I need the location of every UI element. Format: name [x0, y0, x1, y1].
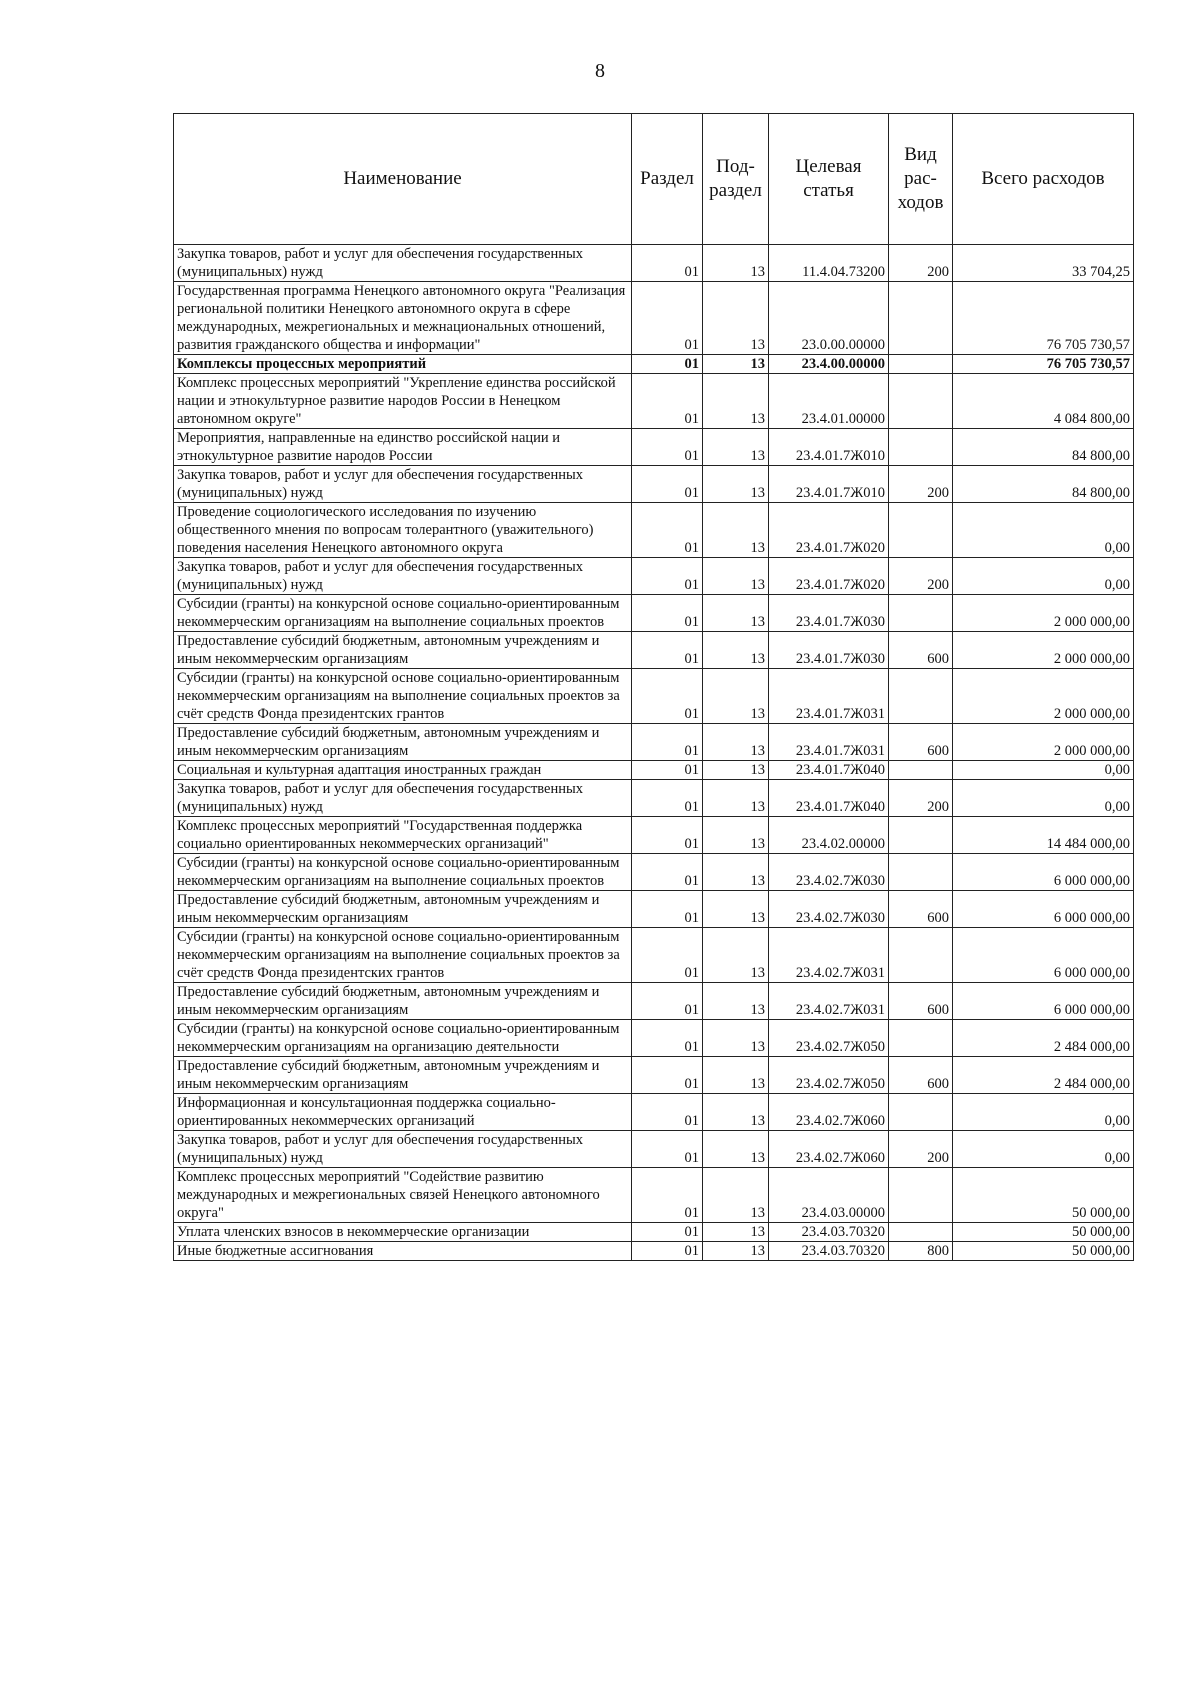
- cell-section: 01: [632, 724, 703, 761]
- cell-subsection: 13: [703, 891, 769, 928]
- cell-total: 76 705 730,57: [953, 355, 1134, 374]
- header-section: Раздел: [632, 114, 703, 245]
- page-number: 8: [595, 60, 605, 82]
- cell-kind: 600: [889, 724, 953, 761]
- cell-kind: [889, 928, 953, 983]
- cell-subsection: 13: [703, 1057, 769, 1094]
- cell-total: 84 800,00: [953, 466, 1134, 503]
- cell-subsection: 13: [703, 983, 769, 1020]
- cell-target: 23.4.03.70320: [769, 1223, 889, 1242]
- cell-total: 76 705 730,57: [953, 282, 1134, 355]
- cell-name: Субсидии (гранты) на конкурсной основе социально-ориентированным некоммерческим организациям на выполнение социальных проектов: [174, 854, 632, 891]
- table-row: [174, 1131, 1134, 1168]
- cell-name: Субсидии (гранты) на конкурсной основе социально-ориентированным некоммерческим организациям на организацию деятельности: [174, 1020, 632, 1057]
- cell-kind: [889, 503, 953, 558]
- cell-section: 01: [632, 1242, 703, 1261]
- header-kind: Вид рас- ходов: [889, 114, 953, 245]
- cell-kind: [889, 429, 953, 466]
- table-row: [174, 466, 1134, 503]
- cell-name: Закупка товаров, работ и услуг для обеспечения государственных (муниципальных) нужд: [174, 1131, 632, 1168]
- cell-kind: [889, 1020, 953, 1057]
- cell-section: 01: [632, 780, 703, 817]
- cell-section: 01: [632, 466, 703, 503]
- cell-section: 01: [632, 632, 703, 669]
- cell-section: 01: [632, 1223, 703, 1242]
- cell-target: 23.4.02.7Ж031: [769, 928, 889, 983]
- cell-target: 23.4.02.7Ж050: [769, 1057, 889, 1094]
- cell-target: 23.4.02.7Ж030: [769, 891, 889, 928]
- cell-total: 2 000 000,00: [953, 632, 1134, 669]
- table-row: [174, 1168, 1134, 1223]
- cell-subsection: 13: [703, 761, 769, 780]
- table-row: [174, 1057, 1134, 1094]
- cell-total: 2 000 000,00: [953, 669, 1134, 724]
- cell-subsection: 13: [703, 466, 769, 503]
- cell-total: 2 000 000,00: [953, 595, 1134, 632]
- table-row: [174, 632, 1134, 669]
- cell-kind: [889, 1223, 953, 1242]
- cell-kind: 600: [889, 1057, 953, 1094]
- cell-total: 0,00: [953, 761, 1134, 780]
- cell-name: Предоставление субсидий бюджетным, автономным учреждениям и иным некоммерческим организациям: [174, 1057, 632, 1094]
- cell-name: Предоставление субсидий бюджетным, автономным учреждениям и иным некоммерческим организациям: [174, 724, 632, 761]
- cell-subsection: 13: [703, 669, 769, 724]
- cell-subsection: 13: [703, 429, 769, 466]
- table-row: [174, 1094, 1134, 1131]
- cell-section: 01: [632, 891, 703, 928]
- cell-subsection: 13: [703, 854, 769, 891]
- cell-total: 50 000,00: [953, 1168, 1134, 1223]
- cell-target: 23.4.01.00000: [769, 374, 889, 429]
- cell-section: 01: [632, 282, 703, 355]
- cell-name: Комплекс процессных мероприятий "Укрепление единства российской нации и этнокультурное развитие народов России в Ненецком автономном округе": [174, 374, 632, 429]
- cell-target: 23.4.03.70320: [769, 1242, 889, 1261]
- cell-section: 01: [632, 983, 703, 1020]
- cell-section: 01: [632, 1131, 703, 1168]
- header-name: Наименование: [174, 114, 632, 245]
- cell-total: 50 000,00: [953, 1242, 1134, 1261]
- table-row: [174, 1242, 1134, 1261]
- cell-section: 01: [632, 245, 703, 282]
- cell-name: Закупка товаров, работ и услуг для обеспечения государственных (муниципальных) нужд: [174, 558, 632, 595]
- cell-section: 01: [632, 761, 703, 780]
- cell-target: 23.4.01.7Ж031: [769, 724, 889, 761]
- cell-name: Проведение социологического исследования по изучению общественного мнения по вопросам толерантного (уважительного) поведения населения Ненецкого автономного округа: [174, 503, 632, 558]
- table-row: [174, 817, 1134, 854]
- table-row: [174, 503, 1134, 558]
- cell-target: 23.4.01.7Ж030: [769, 595, 889, 632]
- cell-name: Иные бюджетные ассигнования: [174, 1242, 632, 1261]
- cell-target: 23.4.02.7Ж030: [769, 854, 889, 891]
- table-body: [174, 245, 1134, 1261]
- cell-total: 0,00: [953, 558, 1134, 595]
- cell-name: Комплекс процессных мероприятий "Содействие развитию международных и межрегиональных связей Ненецкого автономного округа": [174, 1168, 632, 1223]
- cell-subsection: 13: [703, 595, 769, 632]
- cell-name: Предоставление субсидий бюджетным, автономным учреждениям и иным некоммерческим организациям: [174, 632, 632, 669]
- cell-target: 23.4.02.7Ж031: [769, 983, 889, 1020]
- cell-name: Социальная и культурная адаптация иностранных граждан: [174, 761, 632, 780]
- table-row: [174, 374, 1134, 429]
- cell-subsection: 13: [703, 282, 769, 355]
- cell-total: 0,00: [953, 1131, 1134, 1168]
- cell-subsection: 13: [703, 1094, 769, 1131]
- table-row: [174, 983, 1134, 1020]
- cell-total: 2 000 000,00: [953, 724, 1134, 761]
- cell-section: 01: [632, 429, 703, 466]
- cell-total: 2 484 000,00: [953, 1020, 1134, 1057]
- cell-kind: [889, 374, 953, 429]
- cell-section: 01: [632, 558, 703, 595]
- cell-target: 23.4.01.7Ж010: [769, 429, 889, 466]
- cell-target: 23.4.01.7Ж040: [769, 780, 889, 817]
- cell-target: 23.4.01.7Ж020: [769, 558, 889, 595]
- table-row: [174, 780, 1134, 817]
- cell-subsection: 13: [703, 1131, 769, 1168]
- cell-subsection: 13: [703, 355, 769, 374]
- cell-name: Предоставление субсидий бюджетным, автономным учреждениям и иным некоммерческим организациям: [174, 983, 632, 1020]
- table-row: [174, 282, 1134, 355]
- cell-target: 23.4.03.00000: [769, 1168, 889, 1223]
- cell-total: 0,00: [953, 780, 1134, 817]
- cell-kind: 600: [889, 983, 953, 1020]
- cell-name: Субсидии (гранты) на конкурсной основе социально-ориентированным некоммерческим организациям на выполнение социальных проектов за счёт средств Фонда президентских грантов: [174, 669, 632, 724]
- cell-subsection: 13: [703, 245, 769, 282]
- table-row: [174, 558, 1134, 595]
- cell-kind: [889, 1094, 953, 1131]
- cell-name: Комплексы процессных мероприятий: [174, 355, 632, 374]
- cell-section: 01: [632, 374, 703, 429]
- cell-subsection: 13: [703, 374, 769, 429]
- cell-kind: 200: [889, 780, 953, 817]
- cell-kind: [889, 595, 953, 632]
- table-row: [174, 891, 1134, 928]
- cell-total: 2 484 000,00: [953, 1057, 1134, 1094]
- cell-kind: [889, 1168, 953, 1223]
- cell-section: 01: [632, 1020, 703, 1057]
- cell-target: 23.4.02.00000: [769, 817, 889, 854]
- cell-total: 6 000 000,00: [953, 854, 1134, 891]
- cell-subsection: 13: [703, 1168, 769, 1223]
- cell-total: 6 000 000,00: [953, 891, 1134, 928]
- cell-section: 01: [632, 1168, 703, 1223]
- cell-subsection: 13: [703, 1223, 769, 1242]
- cell-name: Закупка товаров, работ и услуг для обеспечения государственных (муниципальных) нужд: [174, 245, 632, 282]
- cell-name: Предоставление субсидий бюджетным, автономным учреждениям и иным некоммерческим организациям: [174, 891, 632, 928]
- table-row: [174, 928, 1134, 983]
- header-target: Целевая статья: [769, 114, 889, 245]
- cell-target: 23.4.02.7Ж060: [769, 1131, 889, 1168]
- cell-subsection: 13: [703, 928, 769, 983]
- cell-total: 50 000,00: [953, 1223, 1134, 1242]
- cell-target: 23.4.00.00000: [769, 355, 889, 374]
- cell-total: 14 484 000,00: [953, 817, 1134, 854]
- cell-section: 01: [632, 854, 703, 891]
- cell-target: 23.4.01.7Ж040: [769, 761, 889, 780]
- cell-section: 01: [632, 1094, 703, 1131]
- cell-total: 84 800,00: [953, 429, 1134, 466]
- cell-subsection: 13: [703, 632, 769, 669]
- cell-name: Информационная и консультационная поддержка социально-ориентированных некоммерческих организаций: [174, 1094, 632, 1131]
- cell-total: 33 704,25: [953, 245, 1134, 282]
- cell-subsection: 13: [703, 1020, 769, 1057]
- cell-subsection: 13: [703, 817, 769, 854]
- cell-section: 01: [632, 1057, 703, 1094]
- cell-kind: 200: [889, 245, 953, 282]
- cell-subsection: 13: [703, 1242, 769, 1261]
- table-row: [174, 854, 1134, 891]
- cell-kind: [889, 355, 953, 374]
- cell-kind: [889, 854, 953, 891]
- cell-total: 0,00: [953, 1094, 1134, 1131]
- cell-target: 11.4.04.73200: [769, 245, 889, 282]
- cell-kind: 200: [889, 558, 953, 595]
- cell-total: 6 000 000,00: [953, 983, 1134, 1020]
- cell-name: Государственная программа Ненецкого автономного округа "Реализация региональной политики Ненецкого автономного округа в сфере международных, межрегиональных и межнациональных отношений, развития гражданского общества и информации": [174, 282, 632, 355]
- table-row: [174, 1223, 1134, 1242]
- table-row: [174, 245, 1134, 282]
- cell-total: 6 000 000,00: [953, 928, 1134, 983]
- table-row: [174, 669, 1134, 724]
- cell-name: Комплекс процессных мероприятий "Государственная поддержка социально ориентированных некоммерческих организаций": [174, 817, 632, 854]
- header-total: Всего расходов: [953, 114, 1134, 245]
- table-row: [174, 724, 1134, 761]
- cell-target: 23.4.01.7Ж020: [769, 503, 889, 558]
- header-subsection: Под- раздел: [703, 114, 769, 245]
- cell-subsection: 13: [703, 503, 769, 558]
- cell-target: 23.4.01.7Ж010: [769, 466, 889, 503]
- cell-kind: [889, 282, 953, 355]
- cell-section: 01: [632, 503, 703, 558]
- table-row: [174, 429, 1134, 466]
- cell-target: 23.4.02.7Ж050: [769, 1020, 889, 1057]
- cell-target: 23.4.02.7Ж060: [769, 1094, 889, 1131]
- table-row: [174, 595, 1134, 632]
- cell-kind: 800: [889, 1242, 953, 1261]
- cell-kind: [889, 761, 953, 780]
- cell-name: Уплата членских взносов в некоммерческие организации: [174, 1223, 632, 1242]
- cell-subsection: 13: [703, 558, 769, 595]
- cell-name: Субсидии (гранты) на конкурсной основе социально-ориентированным некоммерческим организациям на выполнение социальных проектов: [174, 595, 632, 632]
- cell-kind: 600: [889, 891, 953, 928]
- cell-name: Субсидии (гранты) на конкурсной основе социально-ориентированным некоммерческим организациям на выполнение социальных проектов за счёт средств Фонда президентских грантов: [174, 928, 632, 983]
- cell-target: 23.4.01.7Ж030: [769, 632, 889, 669]
- cell-name: Закупка товаров, работ и услуг для обеспечения государственных (муниципальных) нужд: [174, 466, 632, 503]
- budget-table: [173, 113, 1134, 1261]
- cell-subsection: 13: [703, 724, 769, 761]
- cell-section: 01: [632, 817, 703, 854]
- cell-target: 23.4.01.7Ж031: [769, 669, 889, 724]
- cell-name: Закупка товаров, работ и услуг для обеспечения государственных (муниципальных) нужд: [174, 780, 632, 817]
- cell-kind: [889, 669, 953, 724]
- cell-target: 23.0.00.00000: [769, 282, 889, 355]
- cell-section: 01: [632, 928, 703, 983]
- table-row: [174, 1020, 1134, 1057]
- cell-name: Мероприятия, направленные на единство российской нации и этнокультурное развитие народов России: [174, 429, 632, 466]
- table-row: [174, 355, 1134, 374]
- table-row: [174, 761, 1134, 780]
- cell-kind: 200: [889, 1131, 953, 1168]
- cell-section: 01: [632, 355, 703, 374]
- cell-total: 4 084 800,00: [953, 374, 1134, 429]
- cell-subsection: 13: [703, 780, 769, 817]
- cell-total: 0,00: [953, 503, 1134, 558]
- cell-section: 01: [632, 595, 703, 632]
- cell-kind: [889, 817, 953, 854]
- table-header-row: [174, 114, 1134, 245]
- cell-kind: 200: [889, 466, 953, 503]
- cell-kind: 600: [889, 632, 953, 669]
- cell-section: 01: [632, 669, 703, 724]
